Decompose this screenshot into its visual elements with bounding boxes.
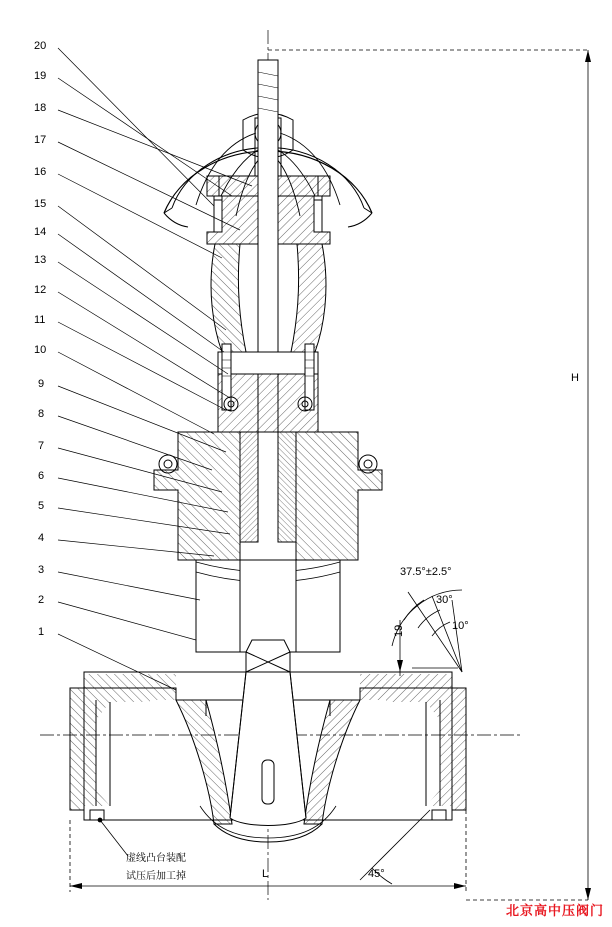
valve-body xyxy=(70,672,466,842)
item-label-15: 15 xyxy=(34,198,47,210)
item-label-6: 6 xyxy=(38,470,45,482)
wall-thickness-label: 19 xyxy=(393,624,405,637)
item-label-7: 7 xyxy=(38,440,45,452)
item-label-17: 17 xyxy=(34,134,47,146)
note-line-2: 试压后加工掉 xyxy=(126,871,186,882)
item-label-3: 3 xyxy=(38,564,45,576)
note-line-1: 虚线凸台装配 xyxy=(126,853,186,864)
item-label-18: 18 xyxy=(34,102,47,114)
dimension-label-L: L xyxy=(262,868,269,880)
item-label-1: 1 xyxy=(38,626,45,638)
bonnet-flange xyxy=(154,432,382,560)
company-brand-label: 北京高中压阀门 xyxy=(505,903,604,918)
item-label-10: 10 xyxy=(34,344,47,356)
bevel-angle-1-label: 37.5°±2.5° xyxy=(400,566,452,578)
item-label-8: 8 xyxy=(38,408,45,420)
item-label-14: 14 xyxy=(34,226,47,238)
item-label-20: 20 xyxy=(34,40,47,52)
packing-gland xyxy=(218,344,318,432)
item-label-5: 5 xyxy=(38,500,45,512)
dimension-label-H: H xyxy=(571,372,579,384)
item-label-11: 11 xyxy=(34,314,46,326)
item-label-9: 9 xyxy=(38,378,45,390)
item-label-2: 2 xyxy=(38,594,45,606)
note-leader xyxy=(98,818,128,856)
bonnet-pressure-seal xyxy=(196,560,340,652)
bevel-angle-3-label: 10° xyxy=(452,620,469,632)
item-label-19: 19 xyxy=(34,70,47,82)
bevel-angle-2-label: 30° xyxy=(436,594,453,606)
item-label-4: 4 xyxy=(38,532,45,544)
item-label-16: 16 xyxy=(34,166,47,178)
item-label-13: 13 xyxy=(34,254,47,266)
disc-stem-connection xyxy=(246,640,290,672)
item-label-12: 12 xyxy=(34,284,47,296)
bevel-angle-4-label: 45° xyxy=(368,868,385,880)
